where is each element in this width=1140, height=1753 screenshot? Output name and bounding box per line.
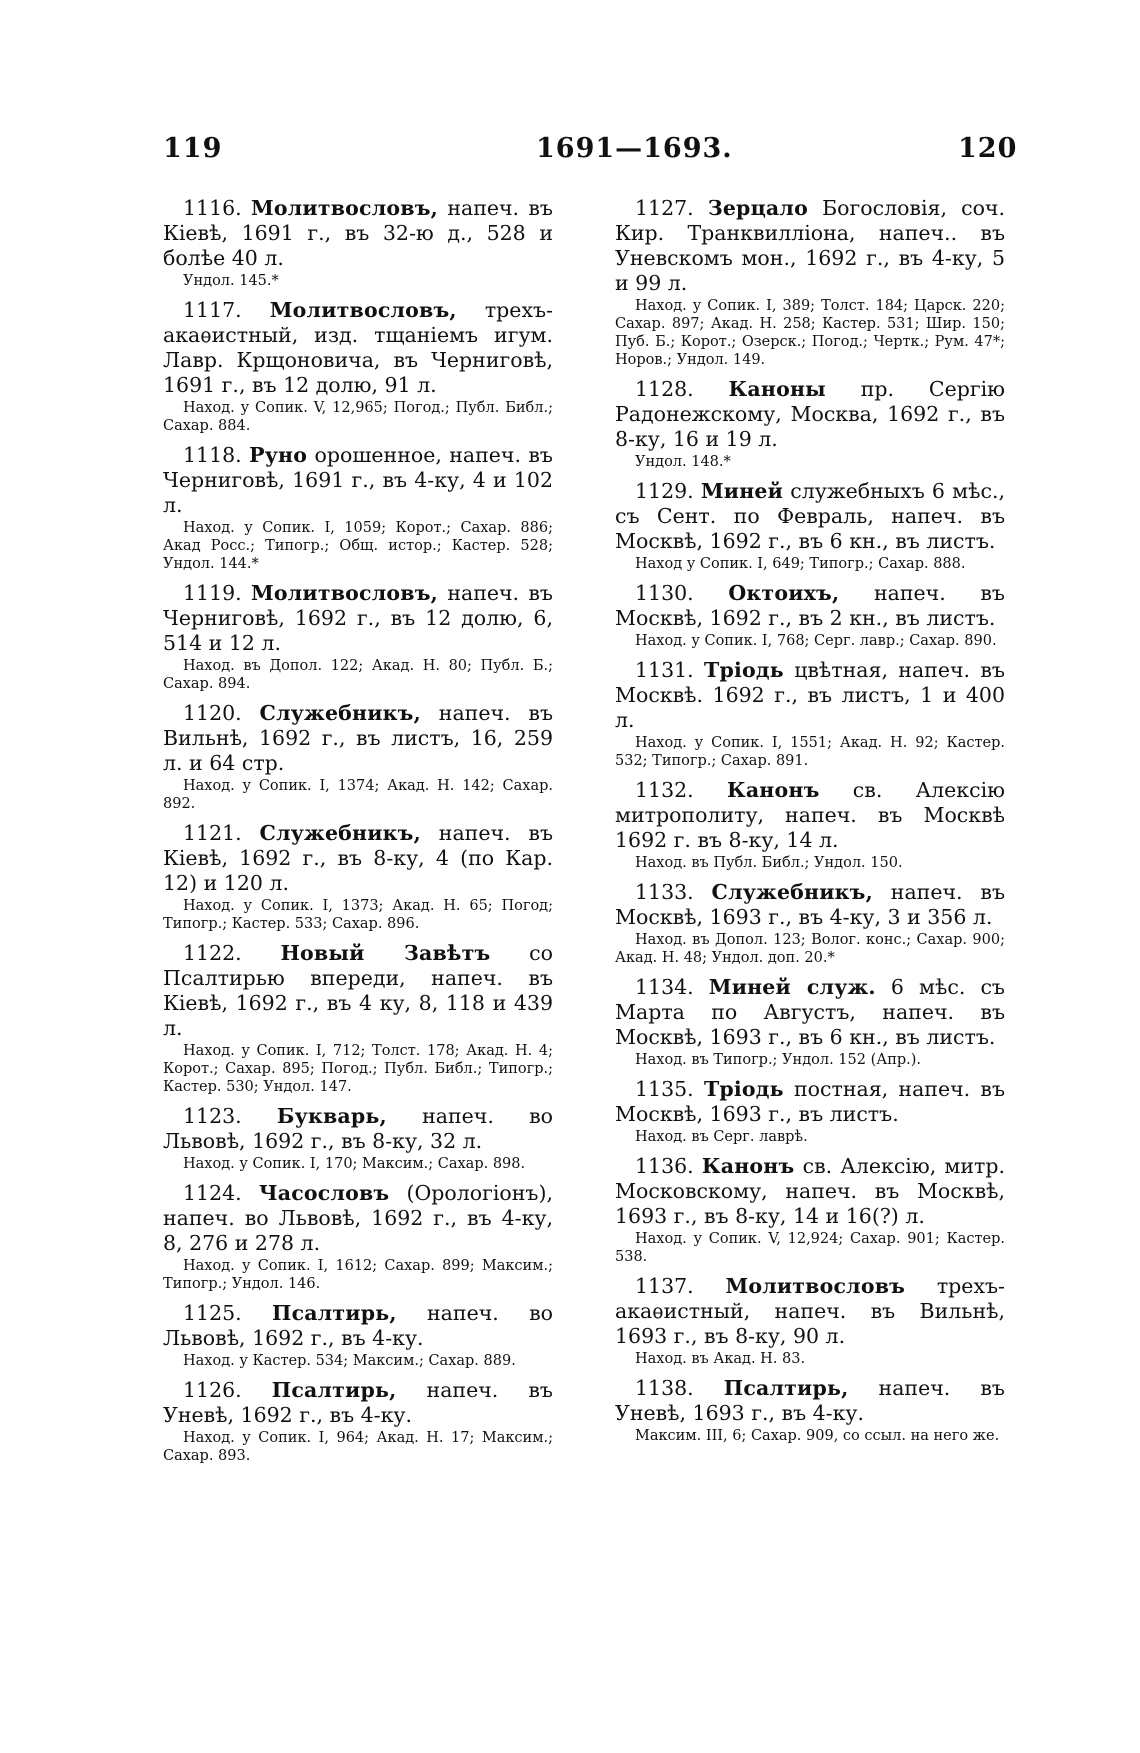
- entry-sources: Наход. у Кастер. 534; Максим.; Сахар. 889.: [183, 1353, 516, 1369]
- entry-text-line: [615, 479, 1005, 554]
- entry-text-line: [163, 1378, 553, 1428]
- entry-description: св. Алексію, митр. Московскому, напеч. въ Москвѣ, 1693 г., въ 8-ку, 14 и 16(?) л.: [615, 1154, 1005, 1228]
- entry-text-line: [163, 581, 553, 656]
- entry-description: напеч. во Львовѣ, 1692 г., въ 8-ку, 32 л.: [163, 1104, 553, 1153]
- catalog-entry: [163, 1301, 553, 1370]
- entry-number: 1124.: [183, 1181, 242, 1205]
- catalog-entry: [615, 377, 1005, 471]
- entry-title: Служебникъ,: [259, 821, 421, 845]
- entry-description: напеч. въ Москвѣ, 1692 г., въ 2 кн., въ листъ.: [615, 581, 1005, 630]
- entry-sources: Наход. у Сопик. I, 964; Акад. Н. 17; Максим.; Сахар. 893.: [163, 1430, 553, 1464]
- entry-number: 1121.: [183, 821, 242, 845]
- entry-description: напеч. въ Кіевѣ, 1692 г., въ 8-ку, 4 (по Кар. 12) и 120 л.: [163, 821, 553, 895]
- entry-sources: Наход. въ Акад. Н. 83.: [635, 1351, 806, 1367]
- entry-description: орошенное, напеч. въ Черниговѣ, 1691 г., въ 4-ку, 4 и 102 л.: [163, 443, 553, 517]
- entry-description: пр. Сергію Радонежскому, Москва, 1692 г., въ 8-ку, 16 и 19 л.: [615, 377, 1005, 451]
- entry-sources: Наход. въ Серг. лаврѣ.: [635, 1129, 808, 1145]
- entry-number: 1138.: [635, 1376, 694, 1400]
- entry-sources: Наход. у Сопик. I, 1373; Акад. Н. 65; Погод; Типогр.; Кастер. 533; Сахар. 896.: [163, 898, 553, 932]
- page-number-right: 120: [958, 133, 1018, 164]
- entry-text-line: [163, 443, 553, 518]
- entry-description: напеч. въ Уневѣ, 1692 г., въ 4-ку.: [163, 1378, 553, 1427]
- catalog-entry: [615, 778, 1005, 872]
- entry-text-line: [615, 975, 1005, 1050]
- catalog-entry: [163, 701, 553, 813]
- entry-number: 1116.: [183, 196, 242, 220]
- entry-description: трехъ-акаѳистный, напеч. въ Вильнѣ, 1693 г., въ 8-ку, 90 л.: [615, 1274, 1005, 1348]
- entry-number: 1129.: [635, 479, 694, 503]
- entry-number: 1120.: [183, 701, 242, 725]
- entry-title: Октоихъ,: [728, 581, 840, 605]
- entry-number: 1117.: [183, 298, 242, 322]
- entry-number: 1133.: [635, 880, 694, 904]
- entry-title: Тріодь: [704, 658, 784, 682]
- entry-title: Новый Завѣтъ: [280, 941, 491, 965]
- entry-text-line: [615, 658, 1005, 733]
- entry-number: 1128.: [635, 377, 694, 401]
- entry-text-line: [615, 196, 1005, 296]
- catalog-entry: [615, 479, 1005, 573]
- entry-description: Богословія, соч. Кир. Транквилліона, напеч.. въ Уневскомъ мон., 1692 г., въ 4-ку, 5 и 99 л.: [615, 196, 1005, 295]
- entry-sources: Ундол. 148.*: [635, 454, 731, 470]
- entry-description: св. Алексію митрополиту, напеч. въ Москвѣ 1692 г. въ 8-ку, 14 л.: [615, 778, 1005, 852]
- entry-sources: Наход. у Сопик. I, 768; Серг. лавр.; Сахар. 890.: [635, 633, 997, 649]
- entry-text-line: [615, 1376, 1005, 1426]
- entry-title: Руно: [249, 443, 308, 467]
- entry-description: со Псалтирью впереди, напеч. въ Кіевѣ, 1692 г., въ 4 ку, 8, 118 и 439 л.: [163, 941, 553, 1040]
- entry-sources: Наход. у Сопик. V, 12,924; Сахар. 901; Кастер. 538.: [615, 1231, 1005, 1265]
- entry-title: Псалтирь,: [271, 1378, 397, 1402]
- entry-sources: Наход. у Сопик. I, 170; Максим.; Сахар. 898.: [183, 1156, 526, 1172]
- entry-title: Служебникъ,: [711, 880, 873, 904]
- entry-sources: Наход. въ Типогр.; Ундол. 152 (Апр.).: [635, 1052, 922, 1068]
- entry-number: 1122.: [183, 941, 242, 965]
- entry-sources: Наход. у Сопик. I, 389; Толст. 184; Царск. 220; Сахар. 897; Акад. Н. 258; Кастер. 531; Шир. 150; Пуб. Б.; Корот.; Озерск.; Погод.; Чертк.; Рум. 47*; Норов.; Ундол. 149.: [615, 298, 1005, 368]
- catalog-entry: [615, 581, 1005, 650]
- entry-number: 1127.: [635, 196, 694, 220]
- entry-title: Канонъ: [726, 778, 820, 802]
- entry-text-line: [163, 821, 553, 896]
- entry-text-line: [163, 1104, 553, 1154]
- entry-description: цвѣтная, напеч. въ Москвѣ. 1692 г., въ листъ, 1 и 400 л.: [615, 658, 1005, 732]
- entry-sources: Наход. въ Публ. Библ.; Ундол. 150.: [635, 855, 903, 871]
- entry-description: служебныхъ 6 мѣс., съ Сент. по Февраль, напеч. въ Москвѣ, 1692 г., въ 6 кн., въ листъ.: [615, 479, 1005, 553]
- entry-title: Каноны: [728, 377, 826, 401]
- entry-title: Служебникъ,: [259, 701, 421, 725]
- catalog-entry: [163, 581, 553, 693]
- entry-description: напеч. во Львовѣ, 1692 г., въ 4-ку.: [163, 1301, 553, 1350]
- entry-text-line: [615, 1154, 1005, 1229]
- catalog-entry: [615, 1376, 1005, 1445]
- catalog-entry: [615, 1077, 1005, 1146]
- catalog-entry: [615, 880, 1005, 967]
- entry-title: Букварь,: [276, 1104, 387, 1128]
- entry-sources: Наход у Сопик. I, 649; Типогр.; Сахар. 888.: [635, 556, 966, 572]
- entry-title: Молитвословъ: [725, 1274, 906, 1298]
- entry-text-line: [615, 377, 1005, 452]
- entry-text-line: [615, 581, 1005, 631]
- catalog-entry: [163, 1181, 553, 1293]
- entry-description: напеч. въ Вильнѣ, 1692 г., въ листъ, 16, 259 л. и 64 стр.: [163, 701, 553, 775]
- right-column: [615, 196, 1005, 1453]
- entry-sources: Максим. III, 6; Сахар. 909, со ссыл. на него же.: [635, 1428, 1000, 1444]
- catalog-entry: [163, 443, 553, 573]
- entry-title: Молитвословъ,: [269, 298, 457, 322]
- entry-sources: Наход. у Сопик. I, 1059; Корот.; Сахар. 886; Акад Росс.; Типогр.; Общ. истор.; Кастер. 528; Ундол. 144.*: [163, 520, 553, 572]
- entry-text-line: [163, 196, 553, 271]
- entry-sources: Ундол. 145.*: [183, 273, 279, 289]
- entry-number: 1136.: [635, 1154, 694, 1178]
- catalog-entry: [163, 298, 553, 435]
- entry-number: 1132.: [635, 778, 694, 802]
- entry-sources: Наход. въ Допол. 122; Акад. Н. 80; Публ. Б.; Сахар. 894.: [163, 658, 553, 692]
- entry-text-line: [163, 1301, 553, 1351]
- entry-title: Молитвословъ,: [251, 581, 438, 605]
- entry-title: Псалтирь,: [723, 1376, 849, 1400]
- catalog-entry: [163, 196, 553, 290]
- entry-title: Миней служ.: [708, 975, 876, 999]
- entry-description: напеч. въ Черниговѣ, 1692 г., въ 12 долю, 6, 514 и 12 л.: [163, 581, 553, 655]
- catalog-entry: [615, 1154, 1005, 1266]
- year-range: 1691—1693.: [536, 133, 733, 164]
- entry-text-line: [615, 1274, 1005, 1349]
- entry-description: напеч. въ Кіевѣ, 1691 г., въ 32-ю д., 528 и болѣе 40 л.: [163, 196, 553, 270]
- catalog-entry: [615, 658, 1005, 770]
- entry-text-line: [615, 1077, 1005, 1127]
- catalog-entry: [163, 821, 553, 933]
- catalog-entry: [163, 1104, 553, 1173]
- entry-title: Часословъ: [258, 1181, 390, 1205]
- entry-sources: Наход. у Сопик. I, 1374; Акад. Н. 142; Сахар. 892.: [163, 778, 553, 812]
- entry-number: 1131.: [635, 658, 694, 682]
- entry-number: 1130.: [635, 581, 694, 605]
- entry-description: 6 мѣс. съ Марта по Августъ, напеч. въ Москвѣ, 1693 г., въ 6 кн., въ листъ.: [615, 975, 1005, 1049]
- entry-number: 1119.: [183, 581, 242, 605]
- entry-text-line: [163, 1181, 553, 1256]
- catalog-entry: [615, 1274, 1005, 1368]
- entry-sources: Наход. у Сопик. I, 1551; Акад. Н. 92; Кастер. 532; Типогр.; Сахар. 891.: [615, 735, 1005, 769]
- entry-sources: Наход. у Сопик. I, 712; Толст. 178; Акад. Н. 4; Корот.; Сахар. 895; Погод.; Публ. Библ.; Типогр.; Кастер. 530; Ундол. 147.: [163, 1043, 553, 1095]
- entry-text-line: [163, 701, 553, 776]
- entry-number: 1137.: [635, 1274, 694, 1298]
- entry-description: трехъ-акаѳистный, изд. тщаніемъ игум. Лавр. Крщоновича, въ Черниговѣ, 1691 г., въ 12 долю, 91 л.: [163, 298, 553, 397]
- entry-sources: Наход. у Сопик. V, 12,965; Погод.; Публ. Библ.; Сахар. 884.: [163, 400, 553, 434]
- entry-number: 1135.: [635, 1077, 694, 1101]
- entry-description: напеч. въ Уневѣ, 1693 г., въ 4-ку.: [615, 1376, 1005, 1425]
- entry-number: 1123.: [183, 1104, 242, 1128]
- entry-description: (Орологіонъ), напеч. во Львовѣ, 1692 г., въ 4-ку, 8, 276 и 278 л.: [163, 1181, 553, 1255]
- entry-text-line: [163, 941, 553, 1041]
- entry-title: Тріодь: [703, 1077, 784, 1101]
- entry-text-line: [163, 298, 553, 398]
- entry-number: 1134.: [635, 975, 694, 999]
- entry-sources: Наход. въ Допол. 123; Волог. конс.; Сахар. 900; Акад. Н. 48; Ундол. доп. 20.*: [615, 932, 1005, 966]
- entry-description: напеч. въ Москвѣ, 1693 г., въ 4-ку, 3 и 356 л.: [615, 880, 1005, 929]
- entry-sources: Наход. у Сопик. I, 1612; Сахар. 899; Максим.; Типогр.; Ундол. 146.: [163, 1258, 553, 1292]
- entry-title: Канонъ: [701, 1154, 795, 1178]
- entry-title: Миней: [700, 479, 784, 503]
- entry-text-line: [615, 778, 1005, 853]
- entry-title: Зерцало: [707, 196, 808, 220]
- catalog-entry: [163, 1378, 553, 1465]
- left-column: [163, 196, 553, 1473]
- entry-title: Псалтирь,: [272, 1301, 397, 1325]
- entry-text-line: [615, 880, 1005, 930]
- entry-number: 1125.: [183, 1301, 242, 1325]
- entry-number: 1118.: [183, 443, 242, 467]
- entry-description: постная, напеч. въ Москвѣ, 1693 г., въ листъ.: [615, 1077, 1005, 1126]
- page-number-left: 119: [163, 133, 223, 164]
- catalog-entry: [615, 196, 1005, 369]
- catalog-entry: [615, 975, 1005, 1069]
- entry-title: Молитвословъ,: [251, 196, 438, 220]
- entry-number: 1126.: [183, 1378, 242, 1402]
- catalog-entry: [163, 941, 553, 1096]
